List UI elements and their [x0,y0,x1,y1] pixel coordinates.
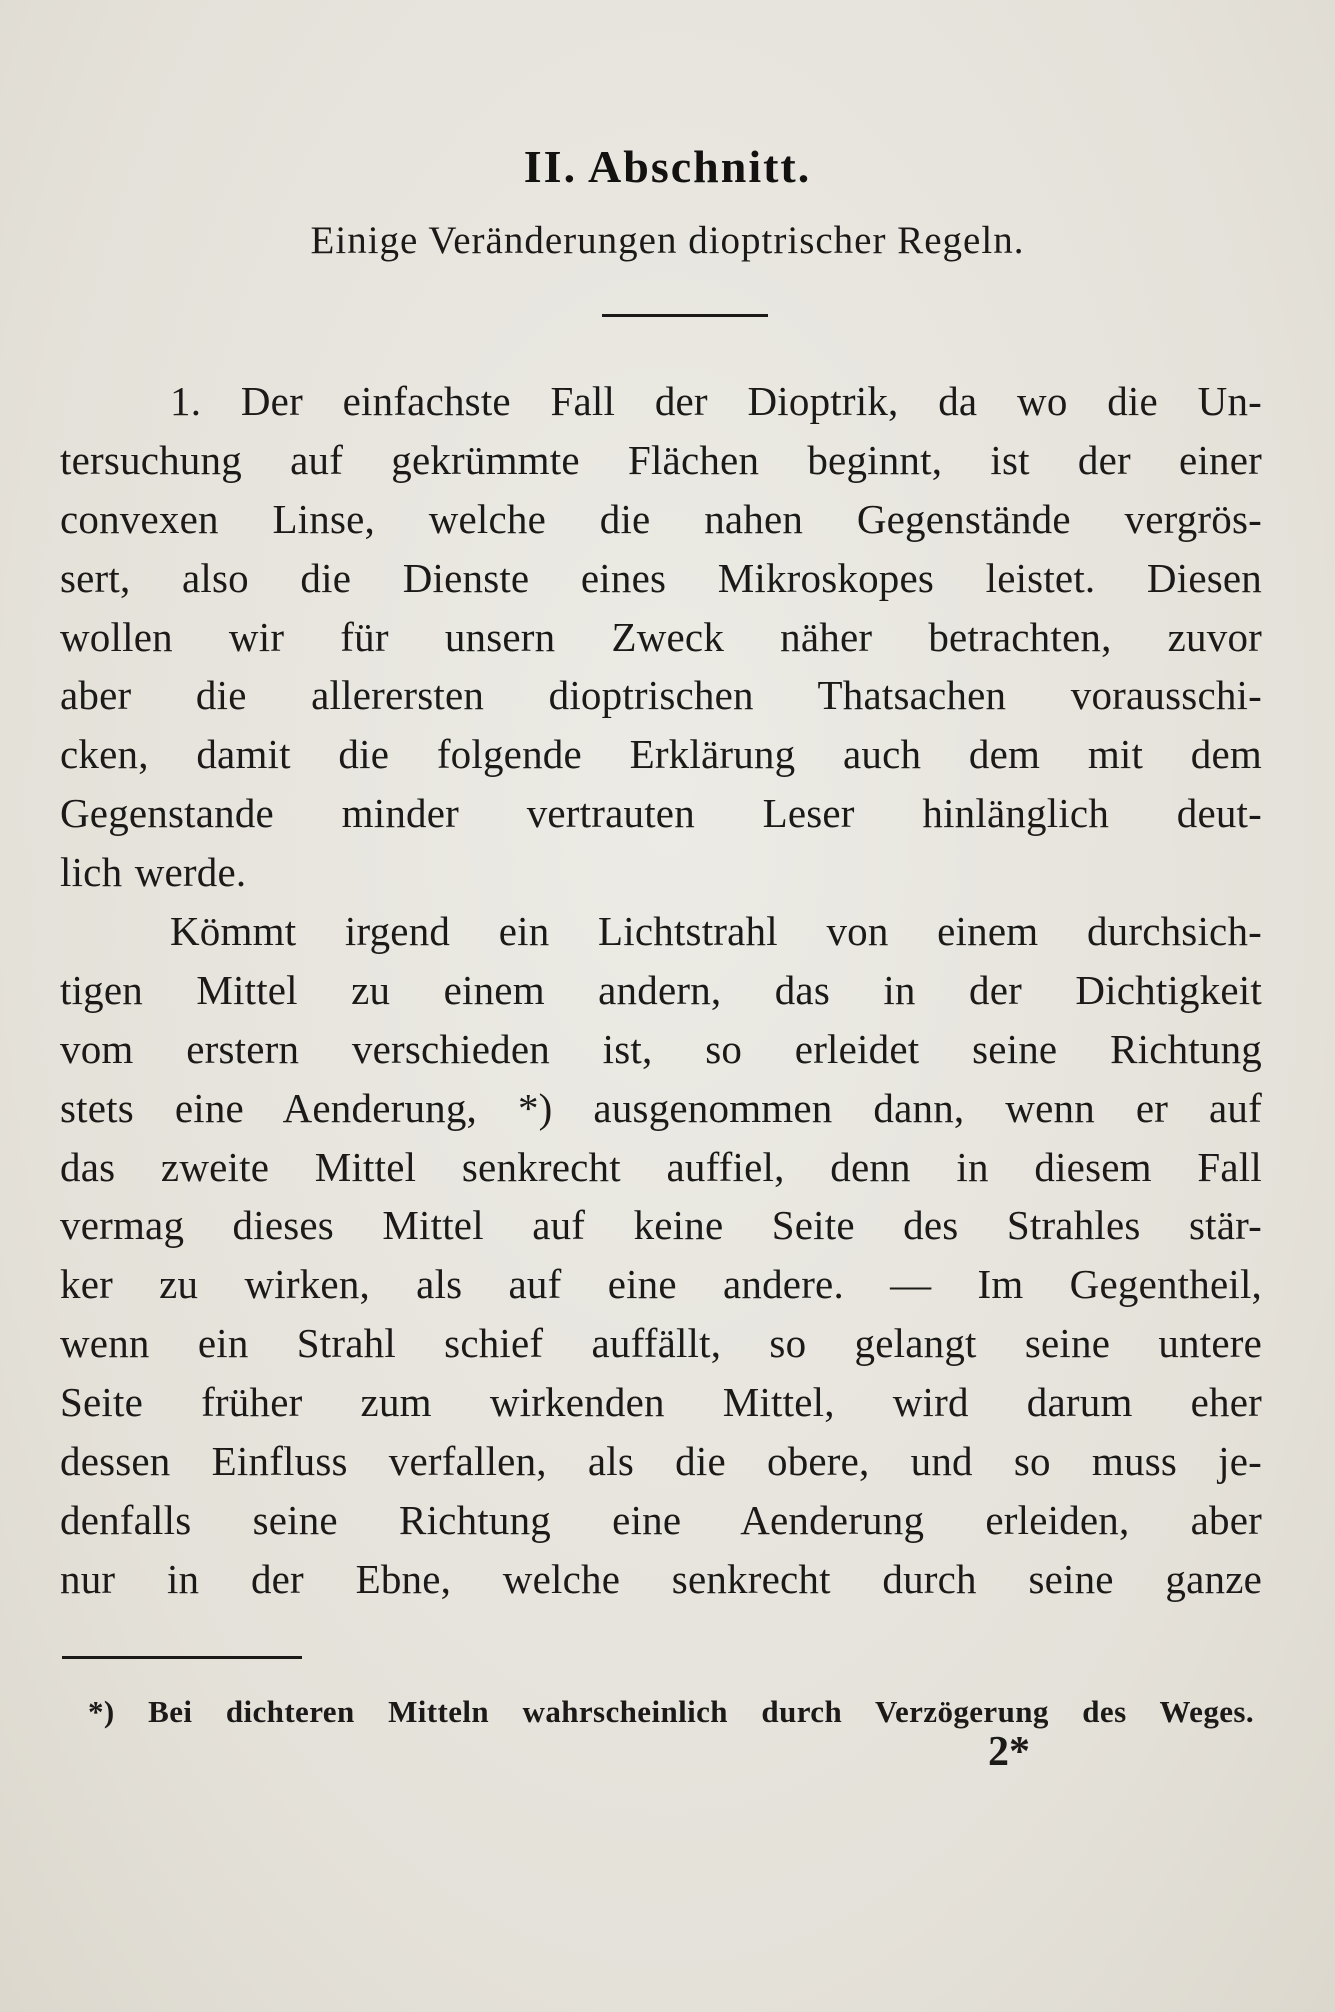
text-line: aber die allerersten dioptrischen Thatsachen vorausschi- [60,672,1262,719]
text-line: tersuchung auf gekrümmte Flächen beginnt, ist der einer [60,436,1262,483]
text-line: Seite früher zum wirkenden Mittel, wird darum eher [60,1379,1262,1426]
section-subtitle: Einige Veränderungen dioptrischer Regeln. [310,219,1025,262]
text-line: stets eine Aenderung, *) ausgenommen dann, wenn er auf [60,1084,1262,1131]
text-line: ker zu wirken, als auf eine andere. — Im Gegentheil, [60,1261,1262,1308]
text-line: wenn ein Strahl schief auffällt, so gelangt seine untere [60,1320,1262,1367]
text-line: das zweite Mittel senkrecht auffiel, denn in diesem Fall [60,1143,1262,1190]
body-text [60,372,1262,1609]
footnote: *) Bei dichteren Mitteln wahrscheinlich durch Verzögerung des Weges. [88,1694,1254,1729]
text-line: denfalls seine Richtung eine Aenderung erleiden, aber [60,1496,1262,1543]
page-number: 2* [988,1729,1030,1775]
text-line: Kömmt irgend ein Lichtstrahl von einem durchsich- [170,908,1262,955]
text-line: dessen Einfluss verfallen, als die obere, und so muss je- [60,1438,1262,1485]
text-line: 1. Der einfachste Fall der Dioptrik, da wo die Un- [170,378,1262,424]
text-line: lich werde. [60,849,247,896]
text-line: convexen Linse, welche die nahen Gegenstände vergrös- [60,495,1262,542]
title-divider [602,314,768,317]
text-line: vermag dieses Mittel auf keine Seite des Strahles stär- [60,1202,1262,1249]
text-line: wollen wir für unsern Zweck näher betrachten, zuvor [60,613,1262,660]
text-line: sert, also die Dienste eines Mikroskopes leistet. Diesen [60,554,1262,601]
text-line: Gegenstande minder vertrauten Leser hinlänglich deut- [60,790,1262,837]
text-line: tigen Mittel zu einem andern, das in der Dichtigkeit [60,966,1262,1013]
footnote-divider [62,1656,302,1659]
text-line: cken, damit die folgende Erklärung auch dem mit dem [60,731,1262,778]
section-title: II. Abschnitt. [523,141,812,192]
text-line: vom erstern verschieden ist, so erleidet seine Richtung [60,1025,1262,1072]
text-line: nur in der Ebne, welche senkrecht durch seine ganze [60,1555,1262,1602]
